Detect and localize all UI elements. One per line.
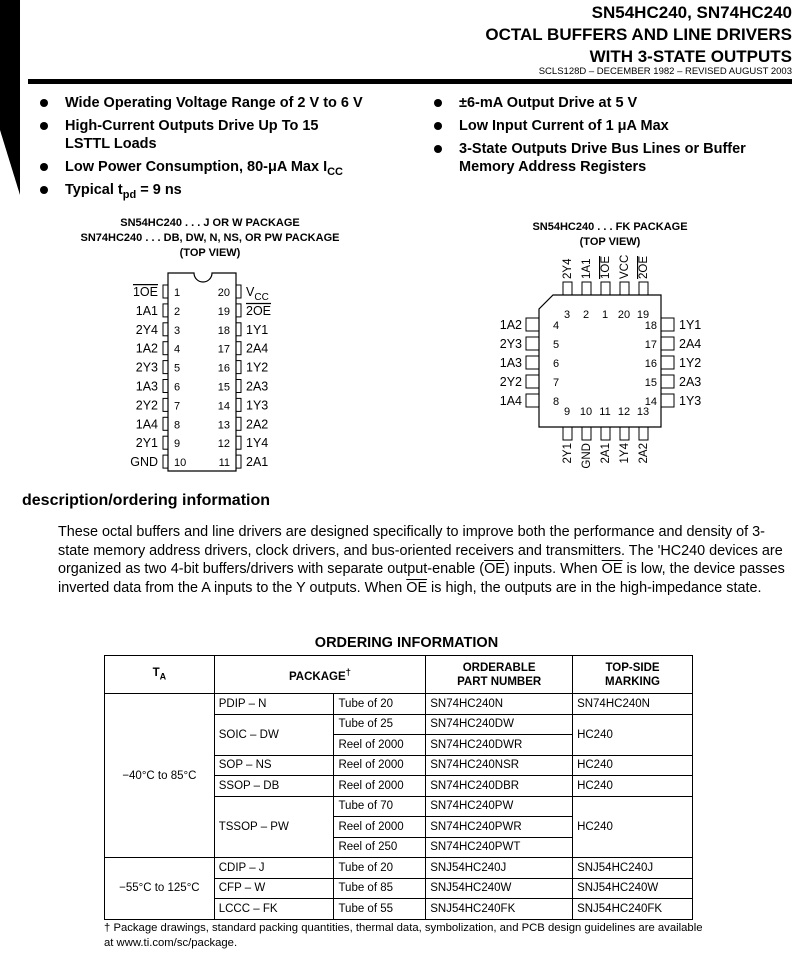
dip-pin-box	[163, 285, 168, 298]
fk-pin-number: 6	[553, 358, 560, 370]
fk-pin-number: 1	[601, 309, 609, 321]
feature-tpd	[65, 181, 182, 204]
package-cell: SOP – NS	[214, 755, 334, 776]
fk-pin-number: 2	[582, 309, 590, 321]
fk-pin-box	[563, 427, 572, 440]
description-paragraph	[58, 523, 794, 597]
fk-caption	[505, 220, 715, 250]
feature-low-power-sub: CC	[327, 165, 343, 178]
fk-pin-name: 1A1	[581, 258, 593, 279]
fk-pin-box	[582, 282, 591, 295]
feature-tpd-sub: pd	[122, 188, 137, 201]
dip-pin-number: 13	[217, 419, 230, 432]
dip-pin-name: 2OE	[246, 303, 272, 318]
fk-pin-box	[620, 427, 629, 440]
dip-pin-box	[163, 323, 168, 336]
fk-pin-box	[582, 427, 591, 440]
header-ta	[105, 656, 215, 694]
fk-pin-box	[526, 337, 539, 350]
fk-pin-name: 2Y1	[562, 443, 574, 464]
part-number-cell: SN74HC240DBR	[426, 776, 573, 797]
fk-pin-box	[563, 282, 572, 295]
dip-pin-box	[236, 285, 241, 298]
package-cell: PDIP – N	[214, 694, 334, 715]
fk-pin-number: 4	[553, 320, 560, 332]
feature-input-current: Low Input Current of 1 μA Max	[459, 118, 669, 134]
fk-pin-name: 1Y1	[679, 318, 702, 332]
bullet-icon	[434, 99, 442, 107]
marking-cell: SNJ54HC240W	[573, 878, 693, 899]
fk-pin-name: 2OE	[638, 255, 650, 279]
part-number-cell: SN74HC240PWT	[426, 837, 573, 858]
title-line-3: WITH 3-STATE OUTPUTS	[589, 47, 792, 66]
packing-cell: Tube of 70	[334, 796, 426, 817]
dip-caption-line3: (TOP VIEW)	[179, 247, 241, 259]
dip-pin-number: 7	[174, 400, 181, 413]
fk-pin-name: VCC	[619, 255, 631, 279]
fk-pin-number: 12	[617, 406, 631, 418]
header-rule	[28, 79, 792, 84]
part-number-cell: SN74HC240PWR	[426, 817, 573, 838]
marking-cell: SN74HC240N	[573, 694, 693, 715]
fk-pin-box	[526, 356, 539, 369]
bullet-icon	[40, 163, 48, 171]
dip-pin-box	[236, 436, 241, 449]
header-part-line1: ORDERABLE	[462, 661, 536, 674]
fk-pin-name: 2A3	[679, 375, 702, 389]
fk-pin-number: 16	[644, 358, 657, 370]
dip-right-pins	[218, 285, 271, 469]
packing-cell: Reel of 250	[334, 837, 426, 858]
fk-pin-box	[661, 337, 674, 350]
fk-pin-number: 11	[599, 406, 611, 418]
dip-pin-box	[236, 304, 241, 317]
dip-pin-name: 1OE	[132, 285, 158, 299]
packing-cell: Reel of 2000	[334, 776, 426, 797]
dip-pin-name: $V_{CC}$	[246, 285, 269, 303]
fk-pin-name: 1A2	[499, 318, 522, 332]
dip-pin-number: 1	[174, 287, 181, 299]
dip-pin-number: 11	[218, 457, 230, 470]
fk-pin-name: 2A4	[679, 337, 702, 351]
package-cell: SSOP – DB	[214, 776, 334, 797]
header-part-number	[426, 656, 573, 694]
fk-pin-box	[661, 375, 674, 388]
feature-3state-line1: 3-State Outputs Drive Bus Lines or Buffer	[459, 141, 746, 157]
fk-pin-number: 13	[636, 406, 650, 418]
oe-term: $\overline{OE}$	[601, 561, 623, 578]
fk-pin-number: 17	[644, 339, 657, 351]
dip-pin-name: 1A2	[135, 341, 158, 356]
fk-pin-number: 19	[636, 309, 650, 321]
fk-pin-box	[620, 282, 629, 295]
dip-pin-name: 2A3	[246, 379, 269, 394]
temp-range-cell: −55°C to 125°C	[105, 858, 215, 920]
marking-cell: HC240	[573, 796, 693, 858]
fk-pin-box	[526, 375, 539, 388]
fk-pin-number: 9	[563, 406, 571, 418]
fk-pin-name: 2Y3	[499, 337, 522, 351]
part-number-cell: SN74HC240DWR	[426, 735, 573, 756]
fk-pin-number: 14	[644, 396, 657, 408]
feature-voltage: Wide Operating Voltage Range of 2 V to 6 V	[65, 95, 363, 111]
fk-pin-number: 8	[553, 396, 560, 408]
part-number-cell: SN74HC240PW	[426, 796, 573, 817]
fk-pin-number: 10	[579, 406, 593, 418]
feature-low-power-text: Low Power Consumption, 80-μA Max I	[65, 159, 328, 175]
page-edge-bar	[0, 0, 20, 200]
dip-pin-number: 15	[217, 381, 230, 394]
dip-pin-name: 1Y1	[246, 322, 269, 337]
bullet-icon	[434, 122, 442, 130]
fk-pin-box	[601, 427, 610, 440]
fk-pin-name: 2Y2	[499, 375, 522, 389]
dip-pin-number: 2	[174, 305, 181, 318]
dip-pin-box	[236, 323, 241, 336]
document-title	[485, 2, 792, 68]
fk-pin-number: 18	[644, 320, 657, 332]
dip-pin-number: 12	[217, 438, 230, 451]
header-mark-line1: TOP-SIDE	[605, 661, 660, 674]
feature-high-current-line1: High-Current Outputs Drive Up To 15	[65, 118, 319, 134]
fk-pin-number: 15	[644, 377, 657, 389]
dip-pin-name: 1A3	[135, 379, 158, 394]
table-row	[105, 858, 693, 879]
fk-pin-box	[601, 282, 610, 295]
fk-pin-name: GND	[581, 443, 593, 469]
header-ta-text: T	[152, 666, 160, 679]
footnote-text: Package drawings, standard packing quantities, thermal data, symbolization, and PCB design guidelines are available at www.ti.com/sc/package.	[104, 922, 703, 949]
header-package	[214, 656, 426, 694]
fk-pin-name: 1Y3	[679, 394, 702, 408]
marking-cell: HC240	[573, 776, 693, 797]
dip-pin-box	[163, 361, 168, 374]
part-number-cell: SN74HC240NSR	[426, 755, 573, 776]
feature-tpd-text: Typical t	[65, 182, 123, 198]
dip-pin-number: 10	[174, 457, 187, 470]
fk-pin-box	[639, 427, 648, 440]
dip-pin-number: 14	[217, 400, 230, 413]
fk-pin-name: 1Y4	[619, 443, 631, 464]
dip-pin-number: 20	[217, 287, 230, 299]
para-part1: These octal buffers and line drivers are designed specifically to improve both the performance and density of 3-state memory address drivers, clock drivers, and bus-oriented receivers and transmitters. The 'HC240 devices are organized as two 4-bit buffers/drivers with separate output-enable (	[58, 524, 783, 578]
fk-pin-number: 7	[553, 377, 560, 389]
marking-cell: HC240	[573, 755, 693, 776]
table-header-row	[105, 656, 693, 694]
dip-pin-name: GND	[130, 455, 158, 470]
fk-pin-box	[661, 394, 674, 407]
dip-pin-name: 2A2	[246, 417, 269, 432]
fk-pins	[500, 255, 702, 469]
footnote	[104, 921, 704, 951]
para-part4: is high, the outputs are in the high-impedance state.	[427, 579, 762, 596]
dip-caption	[40, 216, 380, 261]
package-cell: CDIP – J	[214, 858, 334, 879]
dip-pin-number: 17	[217, 343, 230, 356]
fk-pin-name: 1A3	[499, 356, 522, 370]
dip-pin-box	[236, 417, 241, 430]
dip-pin-name: 1Y4	[246, 436, 269, 451]
dip-pin-name: 2Y4	[135, 322, 158, 337]
header-marking	[573, 656, 693, 694]
part-number-cell: SN74HC240DW	[426, 714, 573, 735]
fk-pin-box	[661, 356, 674, 369]
fk-pin-number: 3	[563, 309, 571, 321]
package-cell: SOIC – DW	[214, 714, 334, 755]
title-line-1: SN54HC240, SN74HC240	[591, 3, 792, 22]
fk-pin-box	[661, 318, 674, 331]
dip-pin-number: 5	[174, 362, 181, 375]
feature-tpd-rest: = 9 ns	[136, 182, 182, 198]
fk-pin-name: 2A1	[600, 443, 612, 464]
dip-pin-box	[236, 361, 241, 374]
footnote-dagger: †	[104, 922, 111, 934]
fk-caption-line2: (TOP VIEW)	[579, 236, 641, 248]
dip-pin-number: 16	[217, 362, 230, 375]
dip-pin-box	[163, 436, 168, 449]
dip-pin-box	[163, 398, 168, 411]
fk-pin-box	[526, 394, 539, 407]
dip-pin-box	[236, 398, 241, 411]
fk-pin-box	[639, 282, 648, 295]
marking-cell: SNJ54HC240FK	[573, 899, 693, 920]
table-row	[105, 694, 693, 715]
dip-left-pins	[130, 285, 186, 469]
packing-cell: Tube of 85	[334, 878, 426, 899]
ordering-title: ORDERING INFORMATION	[314, 635, 499, 651]
dip-pin-name: 2Y1	[135, 436, 158, 451]
feature-high-current	[65, 117, 319, 153]
package-cell: CFP – W	[214, 878, 334, 899]
dip-pin-box	[163, 380, 168, 393]
packing-cell: Tube of 25	[334, 714, 426, 735]
ordering-table	[104, 655, 693, 920]
packing-cell: Reel of 2000	[334, 755, 426, 776]
dip-pin-name: 2A4	[246, 341, 269, 356]
part-number-cell: SN74HC240N	[426, 694, 573, 715]
title-line-2: OCTAL BUFFERS AND LINE DRIVERS	[485, 25, 792, 44]
dip-pin-box	[163, 342, 168, 355]
dip-pin-number: 9	[174, 438, 181, 451]
dip-pin-name: 2A1	[246, 455, 269, 470]
fk-pin-number: 5	[553, 339, 560, 351]
feature-high-current-line2: LSTTL Loads	[65, 136, 157, 152]
dagger-mark: †	[345, 666, 351, 678]
dip-pin-name: 1A4	[135, 417, 158, 432]
header-package-text: PACKAGE	[288, 670, 346, 683]
part-number-cell: SNJ54HC240FK	[426, 899, 573, 920]
dip-pin-number: 19	[217, 305, 230, 318]
dip-pin-box	[236, 342, 241, 355]
feature-low-power	[65, 158, 343, 181]
dip-pin-box	[163, 417, 168, 430]
para-part3: is low, the device passes inverted data from the A inputs to the Y outputs. When	[58, 561, 785, 596]
dip-pin-name: 2Y2	[135, 398, 158, 413]
dip-pin-number: 6	[174, 381, 181, 394]
feature-3state	[459, 140, 746, 176]
dip-caption-line2: SN74HC240 . . . DB, DW, N, NS, OR PW PACKAGE	[80, 232, 340, 244]
header-part-line2: PART NUMBER	[457, 675, 542, 688]
packing-cell: Tube of 20	[334, 694, 426, 715]
oe-term: $\overline{OE}$	[484, 561, 505, 578]
bullet-icon	[40, 122, 48, 130]
bullet-icon	[40, 186, 48, 194]
part-number-cell: SNJ54HC240J	[426, 858, 573, 879]
packing-cell: Reel of 2000	[334, 735, 426, 756]
section-heading: description/ordering information	[22, 492, 271, 509]
marking-cell: SNJ54HC240J	[573, 858, 693, 879]
fk-pin-number: 20	[617, 309, 631, 321]
dip-pin-name: 1Y2	[246, 360, 269, 375]
fk-pin-box	[526, 318, 539, 331]
dip-pin-box	[236, 455, 241, 468]
header-mark-line2: MARKING	[605, 675, 660, 688]
dip-pin-box	[236, 380, 241, 393]
fk-package-diagram	[495, 255, 735, 470]
dip-pin-number: 8	[174, 419, 181, 432]
packing-cell: Tube of 20	[334, 858, 426, 879]
dip-pin-name: 1Y3	[246, 398, 269, 413]
part-number-cell: SNJ54HC240W	[426, 878, 573, 899]
oe-term: $\overline{OE}$	[406, 579, 428, 596]
dip-pin-name: 2Y3	[135, 360, 158, 375]
packing-cell: Reel of 2000	[334, 817, 426, 838]
fk-caption-line1: SN54HC240 . . . FK PACKAGE	[532, 221, 688, 233]
dip-pin-number: 4	[174, 343, 181, 356]
dip-caption-line1: SN54HC240 . . . J OR W PACKAGE	[120, 217, 300, 229]
package-cell: LCCC – FK	[214, 899, 334, 920]
bullet-icon	[40, 99, 48, 107]
packing-cell: Tube of 55	[334, 899, 426, 920]
fk-pin-name: 1Y2	[679, 356, 702, 370]
dip-pin-number: 18	[217, 324, 230, 337]
fk-pin-name: 2Y4	[562, 258, 574, 279]
dip-pin-name: 1A1	[135, 303, 158, 318]
temp-range-cell: −40°C to 85°C	[105, 694, 215, 858]
para-part2: ) inputs. When	[504, 561, 602, 578]
feature-output-drive: ±6-mA Output Drive at 5 V	[459, 95, 638, 111]
dip-pin-box	[163, 455, 168, 468]
dip-package-diagram	[100, 265, 340, 480]
fk-pin-name: 1OE	[600, 255, 612, 279]
bullet-icon	[434, 145, 442, 153]
feature-3state-line2: Memory Address Registers	[459, 159, 647, 175]
header-ta-sub: A	[159, 671, 167, 682]
fk-pin-name: 2A2	[638, 443, 650, 464]
dip-pin-number: 3	[174, 324, 181, 337]
package-cell: TSSOP – PW	[214, 796, 334, 858]
marking-cell: HC240	[573, 714, 693, 755]
document-id: SCLS128D – DECEMBER 1982 – REVISED AUGUST 2003	[538, 66, 792, 77]
fk-pin-name: 1A4	[499, 394, 522, 408]
dip-pin-box	[163, 304, 168, 317]
